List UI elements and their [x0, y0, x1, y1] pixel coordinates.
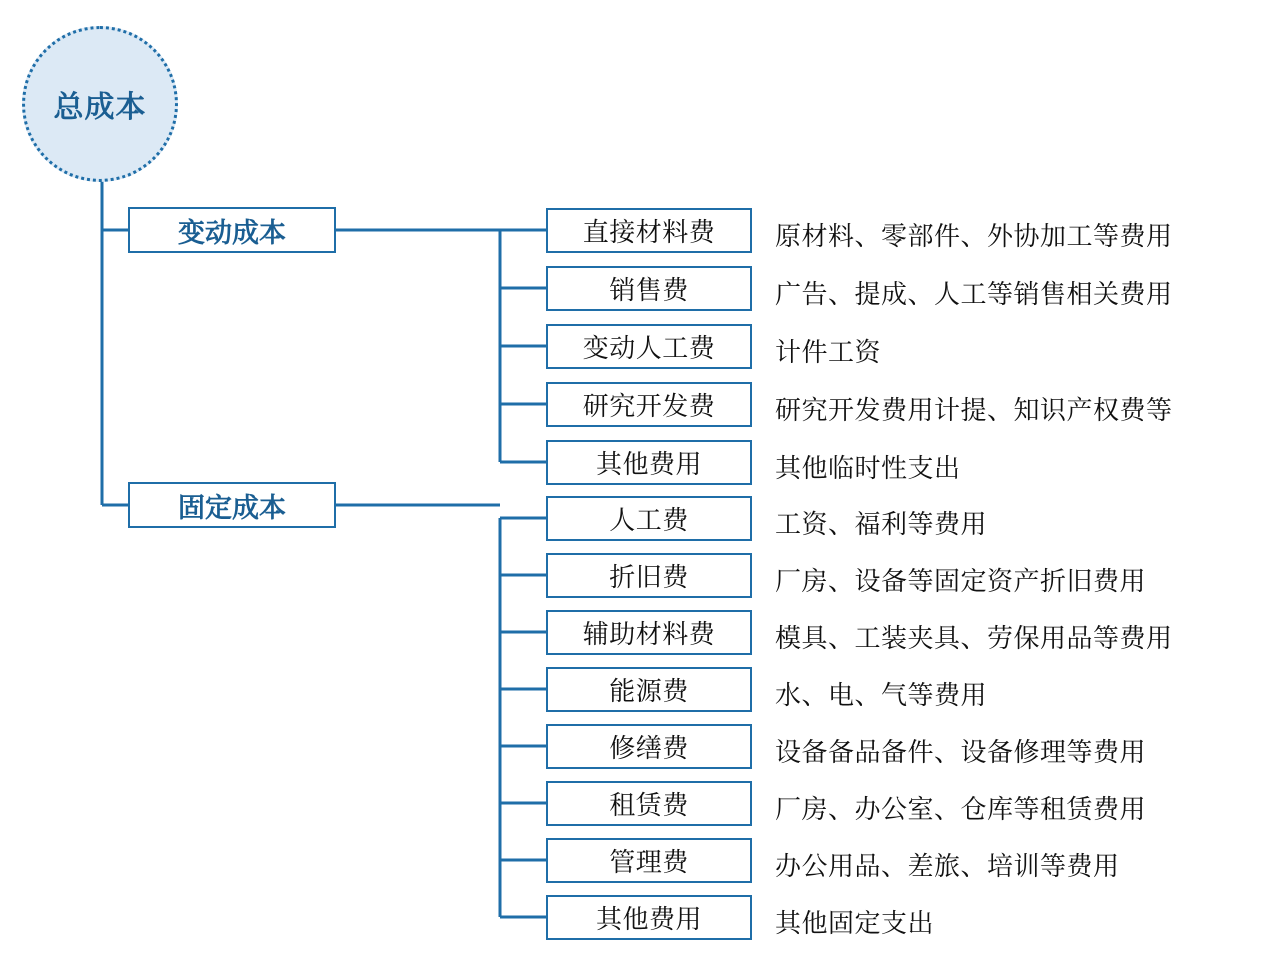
item-description: 厂房、设备等固定资产折旧费用 — [775, 566, 1147, 596]
item-label: 租赁费 — [609, 790, 689, 820]
root-node-total-cost[interactable] — [22, 26, 178, 182]
item-label: 直接材料费 — [582, 217, 716, 247]
item-label: 其他费用 — [595, 449, 702, 479]
root-node-label: 总成本 — [53, 91, 147, 124]
item-box[interactable] — [546, 838, 752, 883]
item-box[interactable] — [546, 610, 752, 655]
item-description: 其他临时性支出 — [775, 453, 961, 483]
item-box[interactable] — [546, 208, 752, 253]
item-label: 研究开发费 — [582, 391, 716, 421]
item-description: 工资、福利等费用 — [775, 509, 988, 539]
item-box[interactable] — [546, 496, 752, 541]
category-label: 固定成本 — [178, 492, 286, 523]
item-box[interactable] — [546, 440, 752, 485]
item-box[interactable] — [546, 382, 752, 427]
item-box[interactable] — [546, 324, 752, 369]
category-box-variable-cost[interactable] — [128, 207, 336, 253]
item-description: 计件工资 — [775, 337, 882, 367]
item-label: 人工费 — [609, 505, 689, 535]
item-box[interactable] — [546, 553, 752, 598]
item-label: 修缮费 — [609, 733, 689, 763]
item-description: 模具、工装夹具、劳保用品等费用 — [775, 623, 1173, 653]
item-label: 折旧费 — [609, 562, 689, 592]
item-description: 广告、提成、人工等销售相关费用 — [775, 279, 1173, 309]
category-box-fixed-cost[interactable] — [128, 482, 336, 528]
item-description: 研究开发费用计提、知识产权费等 — [775, 395, 1173, 425]
item-description: 厂房、办公室、仓库等租赁费用 — [775, 794, 1147, 824]
item-description: 其他固定支出 — [775, 908, 935, 938]
item-box[interactable] — [546, 895, 752, 940]
item-box[interactable] — [546, 266, 752, 311]
item-box[interactable] — [546, 667, 752, 712]
category-label: 变动成本 — [178, 217, 286, 248]
item-box[interactable] — [546, 781, 752, 826]
item-label: 变动人工费 — [582, 333, 716, 363]
item-description: 办公用品、差旅、培训等费用 — [775, 851, 1120, 881]
item-label: 管理费 — [609, 847, 689, 877]
item-label: 辅助材料费 — [582, 619, 716, 649]
item-description: 设备备品备件、设备修理等费用 — [775, 737, 1147, 767]
item-box[interactable] — [546, 724, 752, 769]
item-label: 其他费用 — [595, 904, 702, 934]
item-description: 原材料、零部件、外协加工等费用 — [775, 221, 1173, 251]
item-label: 能源费 — [609, 676, 689, 706]
item-description: 水、电、气等费用 — [775, 680, 988, 710]
item-label: 销售费 — [609, 275, 689, 305]
